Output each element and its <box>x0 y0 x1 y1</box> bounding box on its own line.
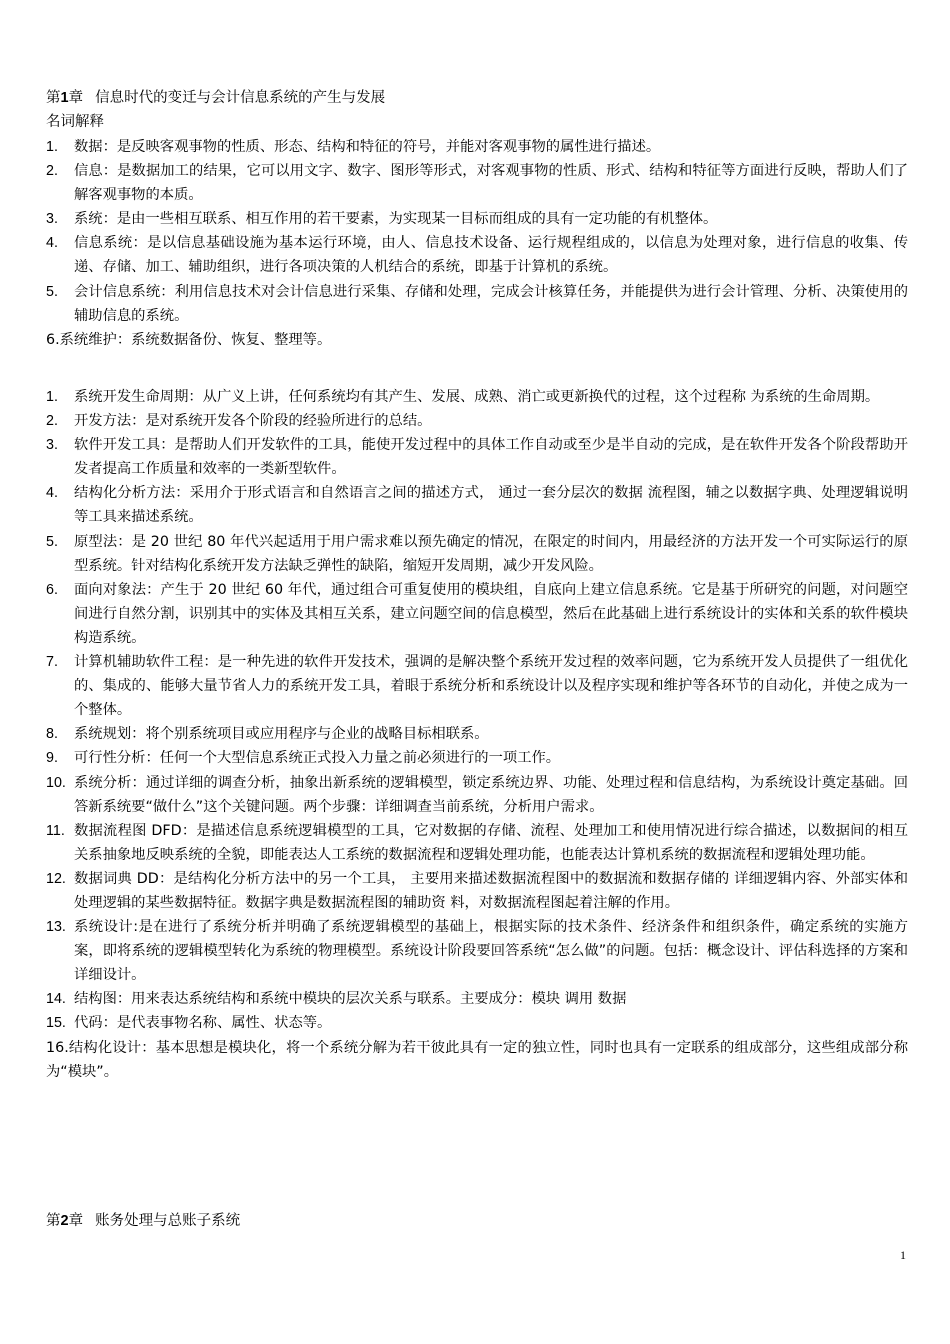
definition-list-2 <box>46 385 908 1084</box>
list-item: 2. 信息：是数据加工的结果，它可以用文字、数字、图形等形式，对客观事物的性质、形式、结构和特征等方面进行反映，帮助人们了解客观事物的本质。 <box>46 163 908 204</box>
chapter-2-title: 第2章 账务处理与总账子系统 <box>46 1213 241 1229</box>
list-item: 7. 计算机辅助软件工程：是一种先进的软件开发技术，强调的是解决整个系统开发过程的效率问题，它为系统开发人员提供了一组优化的、集成的、能够大量节省人力的系统开发工具，着眼于系统分析和系统设计以及程序实现和维护等各环节的自动化，并使之成为一个整体。 <box>46 654 908 719</box>
definition-list-1 <box>46 135 908 352</box>
list-item: 14. 结构图：用来表达系统结构和系统中模块的层次关系与联系。主要成分：模块 调用 数据 <box>46 991 627 1008</box>
list-item: 6.系统维护：系统数据备份、恢复、整理等。 <box>46 331 332 348</box>
list-item: 3. 系统：是由一些相互联系、相互作用的若干要素，为实现某一目标而组成的具有一定功能的有机整体。 <box>46 211 718 228</box>
list-item: 11. 数据流程图 DFD：是描述信息系统逻辑模型的工具，它对数据的存储、流程、处理加工和使用情况进行综合描述，以数据间的相互关系抽象地反映系统的全貌，即能表达人工系统的数据流程和逻辑处理功能，也能表达计算机系统的数据流程和逻辑处理功能。 <box>46 822 908 863</box>
list-item: 5. 会计信息系统：利用信息技术对会计信息进行采集、存储和处理，完成会计核算任务，并能提供为进行会计管理、分析、决策使用的辅助信息的系统。 <box>46 283 908 324</box>
list-item: 3. 软件开发工具：是帮助人们开发软件的工具，能使开发过程中的具体工作自动或至少是半自动的完成，是在软件开发各个阶段帮助开发者提高工作质量和效率的一类新型软件。 <box>46 437 908 478</box>
list-item: 8. 系统规划：将个别系统项目或应用程序与企业的战略目标相联系。 <box>46 726 489 743</box>
list-item: 13. 系统设计:是在进行了系统分析并明确了系统逻辑模型的基础上，根据实际的技术条件、经济条件和组织条件，确定系统的实施方案，即将系统的逻辑模型转化为系统的物理模型。系统设计阶段要回答系统“怎么做”的问题。包括：概念设计、评估科选择的方案和详细设计。 <box>46 919 908 984</box>
list-item: 4. 结构化分析方法：采用介于形式语言和自然语言之间的描述方式， 通过一套分层次的数据 流程图，辅之以数据字典、处理逻辑说明等工具来描述系统。 <box>46 485 908 526</box>
list-item: 12. 数据词典 DD：是结构化分析方法中的另一个工具， 主要用来描述数据流程图中的数据流和数据存储的 详细逻辑内容、外部实体和处理逻辑的某些数据特征。数据字典是数据流程图的辅助资 料，对数据流程图起着注解的作用。 <box>46 870 908 911</box>
chapter-1-title: 第1章 信息时代的变迁与会计信息系统的产生与发展 <box>46 90 386 106</box>
list-item: 9. 可行性分析：任何一个大型信息系统正式投入力量之前必须进行的一项工作。 <box>46 750 561 767</box>
list-item: 6. 面向对象法：产生于 20 世纪 60 年代，通过组合可重复使用的模块组，自底向上建立信息系统。它是基于所研究的问题，对问题空间进行自然分割，识别其中的实体及其相互关系，建立问题空间的信息模型，然后在此基础上进行系统设计的实体和关系的软件模块构造系统。 <box>46 581 908 646</box>
list-item: 5. 原型法：是 20 世纪 80 年代兴起适用于用户需求难以预先确定的情况，在限定的时间内，用最经济的方法开发一个可实际运行的原型系统。针对结构化系统开发方法缺乏弹性的缺陷，缩短开发周期，减少开发风险。 <box>46 533 908 574</box>
list-item: 4. 信息系统：是以信息基础设施为基本运行环境，由人、信息技术设备、运行规程组成的，以信息为处理对象，进行信息的收集、传递、存储、加工、辅助组织，进行各项决策的人机结合的系统，即基于计算机的系统。 <box>46 235 908 276</box>
list-item: 15. 代码：是代表事物名称、属性、状态等。 <box>46 1015 332 1032</box>
list-item: 10. 系统分析：通过详细的调查分析，抽象出新系统的逻辑模型，锁定系统边界、功能、处理过程和信息结构，为系统设计奠定基础。回答新系统要“做什么”这个关键问题。两个步骤：详细调查当前系统，分析用户需求。 <box>46 774 908 815</box>
list-item: 1. 数据：是反映客观事物的性质、形态、结构和特征的符号，并能对客观事物的属性进行描述。 <box>46 139 661 155</box>
list-item: 2. 开发方法：是对系统开发各个阶段的经验所进行的总结。 <box>46 413 432 430</box>
section-heading: 名词解释 <box>46 114 104 130</box>
list-item: 1. 系统开发生命周期：从广义上讲，任何系统均有其产生、发展、成熟、消亡或更新换代的过程，这个过程称 为系统的生命周期。 <box>46 389 880 405</box>
page-number: 1 <box>900 1248 906 1262</box>
list-item: 16.结构化设计：基本思想是模块化，将一个系统分解为若干彼此具有一定的独立性，同时也具有一定联系的组成部分，这些组成部分称为“模块”。 <box>46 1039 908 1080</box>
